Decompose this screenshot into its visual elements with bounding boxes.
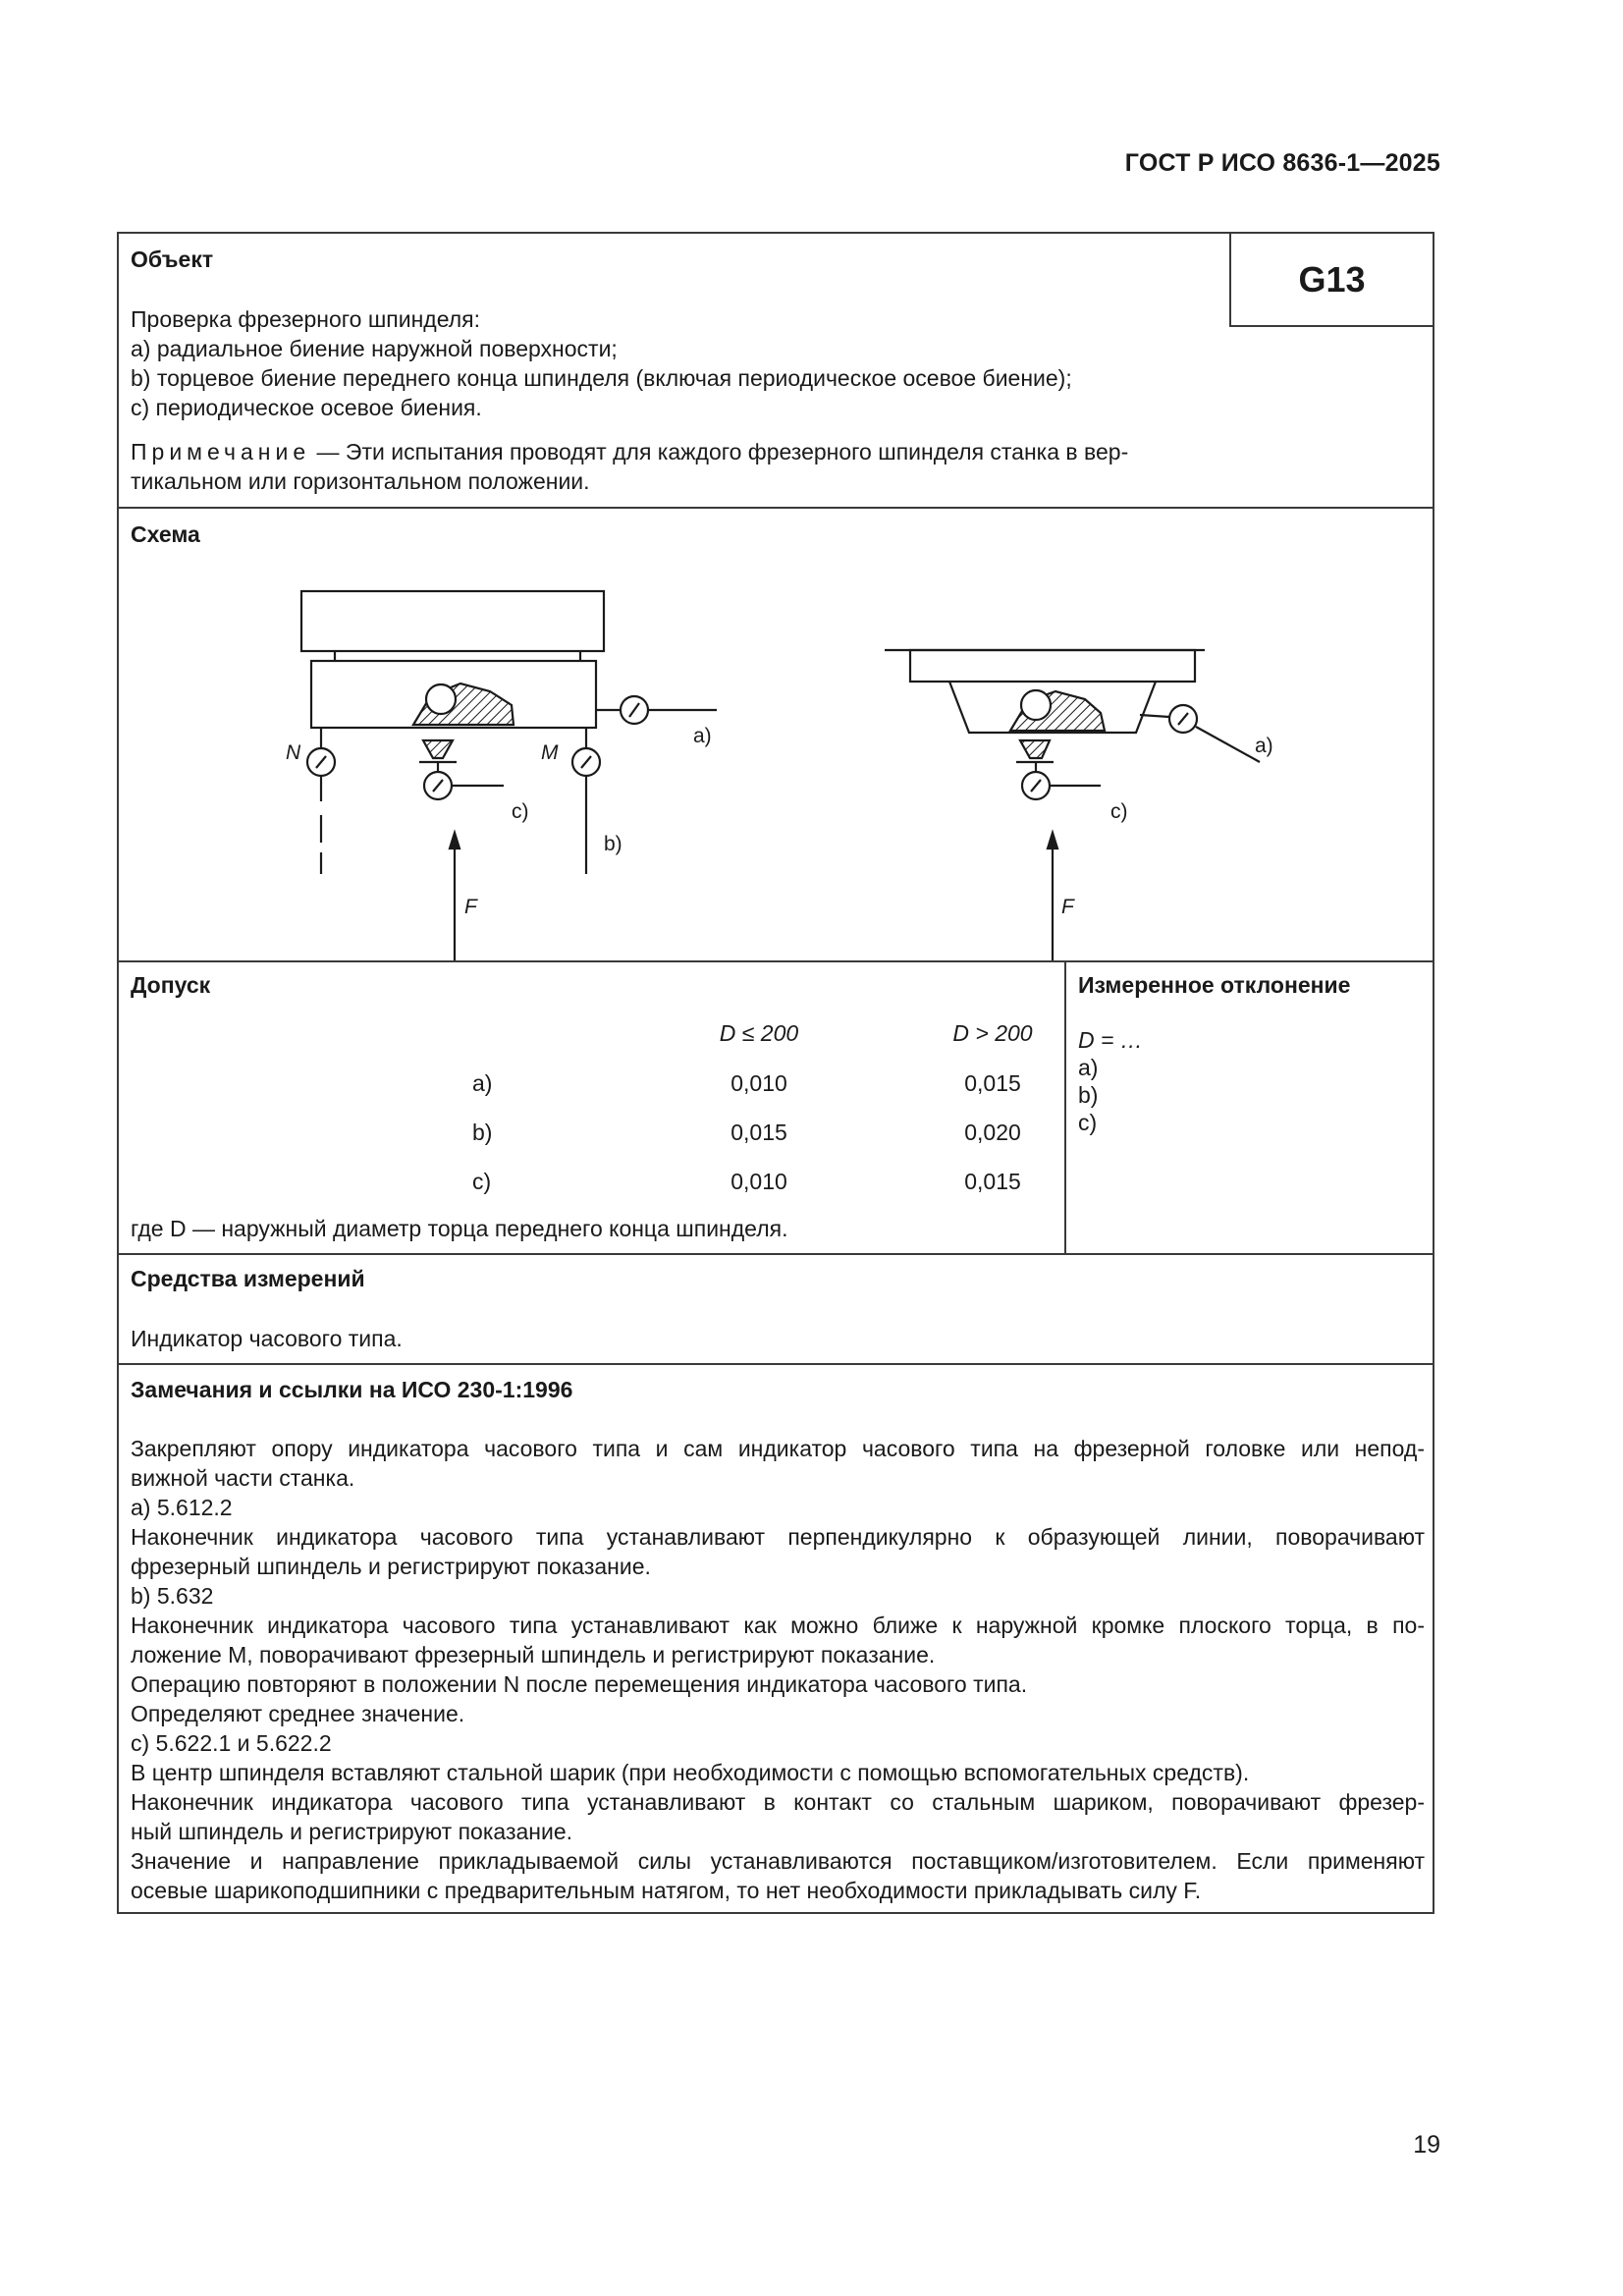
remarks-line: b) 5.632 xyxy=(131,1583,214,1609)
remarks-line: Наконечник индикатора часового типа устанавливают перпендикулярно к образующей линии, поворачивают xyxy=(131,1524,1425,1550)
object-line: b) торцевое биение переднего конца шпинделя (включая периодическое осевое биение); xyxy=(131,365,1072,391)
object-line: c) периодическое осевое биения. xyxy=(131,395,482,420)
tolerance-value: 0,010 xyxy=(730,1070,787,1096)
instruments-title: Средства измерений xyxy=(131,1266,365,1291)
tolerance-value: 0,010 xyxy=(730,1169,787,1194)
remarks-line: Значение и направление прикладываемой силы устанавливаются поставщиком/изготовителем. Если применяют xyxy=(131,1848,1425,1874)
label-c-left: c) xyxy=(512,800,529,823)
note-line xyxy=(131,437,1128,466)
label-b-left: b) xyxy=(604,833,622,855)
tolerance-row-label: a) xyxy=(472,1070,493,1096)
note-text: — Эти испытания проводят для каждого фрезерного шпинделя станка в вер- xyxy=(310,439,1129,465)
tolerance-value: 0,020 xyxy=(964,1120,1021,1145)
tolerance-value: 0,015 xyxy=(730,1120,787,1145)
remarks-body xyxy=(131,1434,1425,1905)
label-n: N xyxy=(286,741,301,764)
column-divider xyxy=(1064,960,1066,1253)
machine-head-housing xyxy=(301,591,604,651)
tolerance-where-note: где D — наружный диаметр торца переднего конца шпинделя. xyxy=(131,1216,788,1241)
divider xyxy=(119,960,1433,962)
label-m: M xyxy=(541,741,559,764)
remarks-line: вижной части станка. xyxy=(131,1465,355,1491)
tolerance-row-label: c) xyxy=(472,1169,492,1194)
remarks-line: c) 5.622.1 и 5.622.2 xyxy=(131,1730,332,1756)
remarks-line: ложение M, поворачивают фрезерный шпиндель и регистрируют показание. xyxy=(131,1642,936,1667)
document-header: ГОСТ Р ИСО 8636-1—2025 xyxy=(1124,149,1440,177)
divider xyxy=(119,1253,1433,1255)
label-f-right: F xyxy=(1061,896,1074,918)
measured-line: c) xyxy=(1078,1110,1098,1135)
remarks-line: ный шпиндель и регистрируют показание. xyxy=(131,1819,573,1844)
remarks-line: Наконечник индикатора часового типа устанавливают как можно ближе к наружной кромке плоского торца, в по- xyxy=(131,1613,1425,1638)
measured-line: b) xyxy=(1078,1082,1099,1108)
tolerance-row-label: b) xyxy=(472,1120,493,1145)
object-line: a) радиальное биение наружной поверхности; xyxy=(131,336,618,361)
measured-line: a) xyxy=(1078,1055,1099,1080)
label-a-right: a) xyxy=(1255,735,1273,757)
remarks-line: осевые шарикоподшипники с предварительным натягом, то нет необходимости прикладывать силу F. xyxy=(131,1878,1202,1903)
label-f-left: F xyxy=(464,896,477,918)
remarks-line: Закрепляют опору индикатора часового типа и сам индикатор часового типа на фрезерной головке или непод- xyxy=(131,1436,1425,1461)
remarks-line: a) 5.612.2 xyxy=(131,1495,233,1520)
right-housing-top xyxy=(910,650,1195,682)
tolerance-title: Допуск xyxy=(131,972,211,998)
instruments-text: Индикатор часового типа. xyxy=(131,1326,403,1351)
remarks-line: В центр шпинделя вставляют стальной шарик (при необходимости с помощью вспомогательных средств). xyxy=(131,1760,1250,1785)
scheme-diagram xyxy=(119,509,1433,960)
note-label: Примечание xyxy=(131,439,311,465)
measured-title: Измеренное отклонение xyxy=(1078,972,1351,998)
test-code: G13 xyxy=(1229,234,1433,327)
test-sheet-table xyxy=(117,232,1434,1914)
col-header-d-le-200: D ≤ 200 xyxy=(719,1020,799,1046)
scheme-title: Схема xyxy=(131,521,200,547)
label-c-right: c) xyxy=(1110,800,1128,823)
remarks-line: Наконечник индикатора часового типа устанавливают в контакт со стальным шариком, поворачивают фрезер- xyxy=(131,1789,1425,1815)
remarks-line: Определяют среднее значение. xyxy=(131,1701,465,1726)
page-number: 19 xyxy=(1413,2131,1440,2159)
divider xyxy=(119,1363,1433,1365)
note-line-2: тикальном или горизонтальном положении. xyxy=(131,468,590,494)
tolerance-value: 0,015 xyxy=(964,1070,1021,1096)
col-header-d-gt-200: D > 200 xyxy=(952,1020,1033,1046)
measured-d: D = … xyxy=(1078,1027,1143,1053)
remarks-line: фрезерный шпиндель и регистрируют показание. xyxy=(131,1554,651,1579)
remarks-title: Замечания и ссылки на ИСО 230-1:1996 xyxy=(131,1377,573,1402)
object-title: Объект xyxy=(131,246,214,272)
label-a-left: a) xyxy=(693,725,712,747)
remarks-line: Операцию повторяют в положении N после перемещения индикатора часового типа. xyxy=(131,1671,1028,1697)
tolerance-value: 0,015 xyxy=(964,1169,1021,1194)
object-line: Проверка фрезерного шпинделя: xyxy=(131,306,481,332)
